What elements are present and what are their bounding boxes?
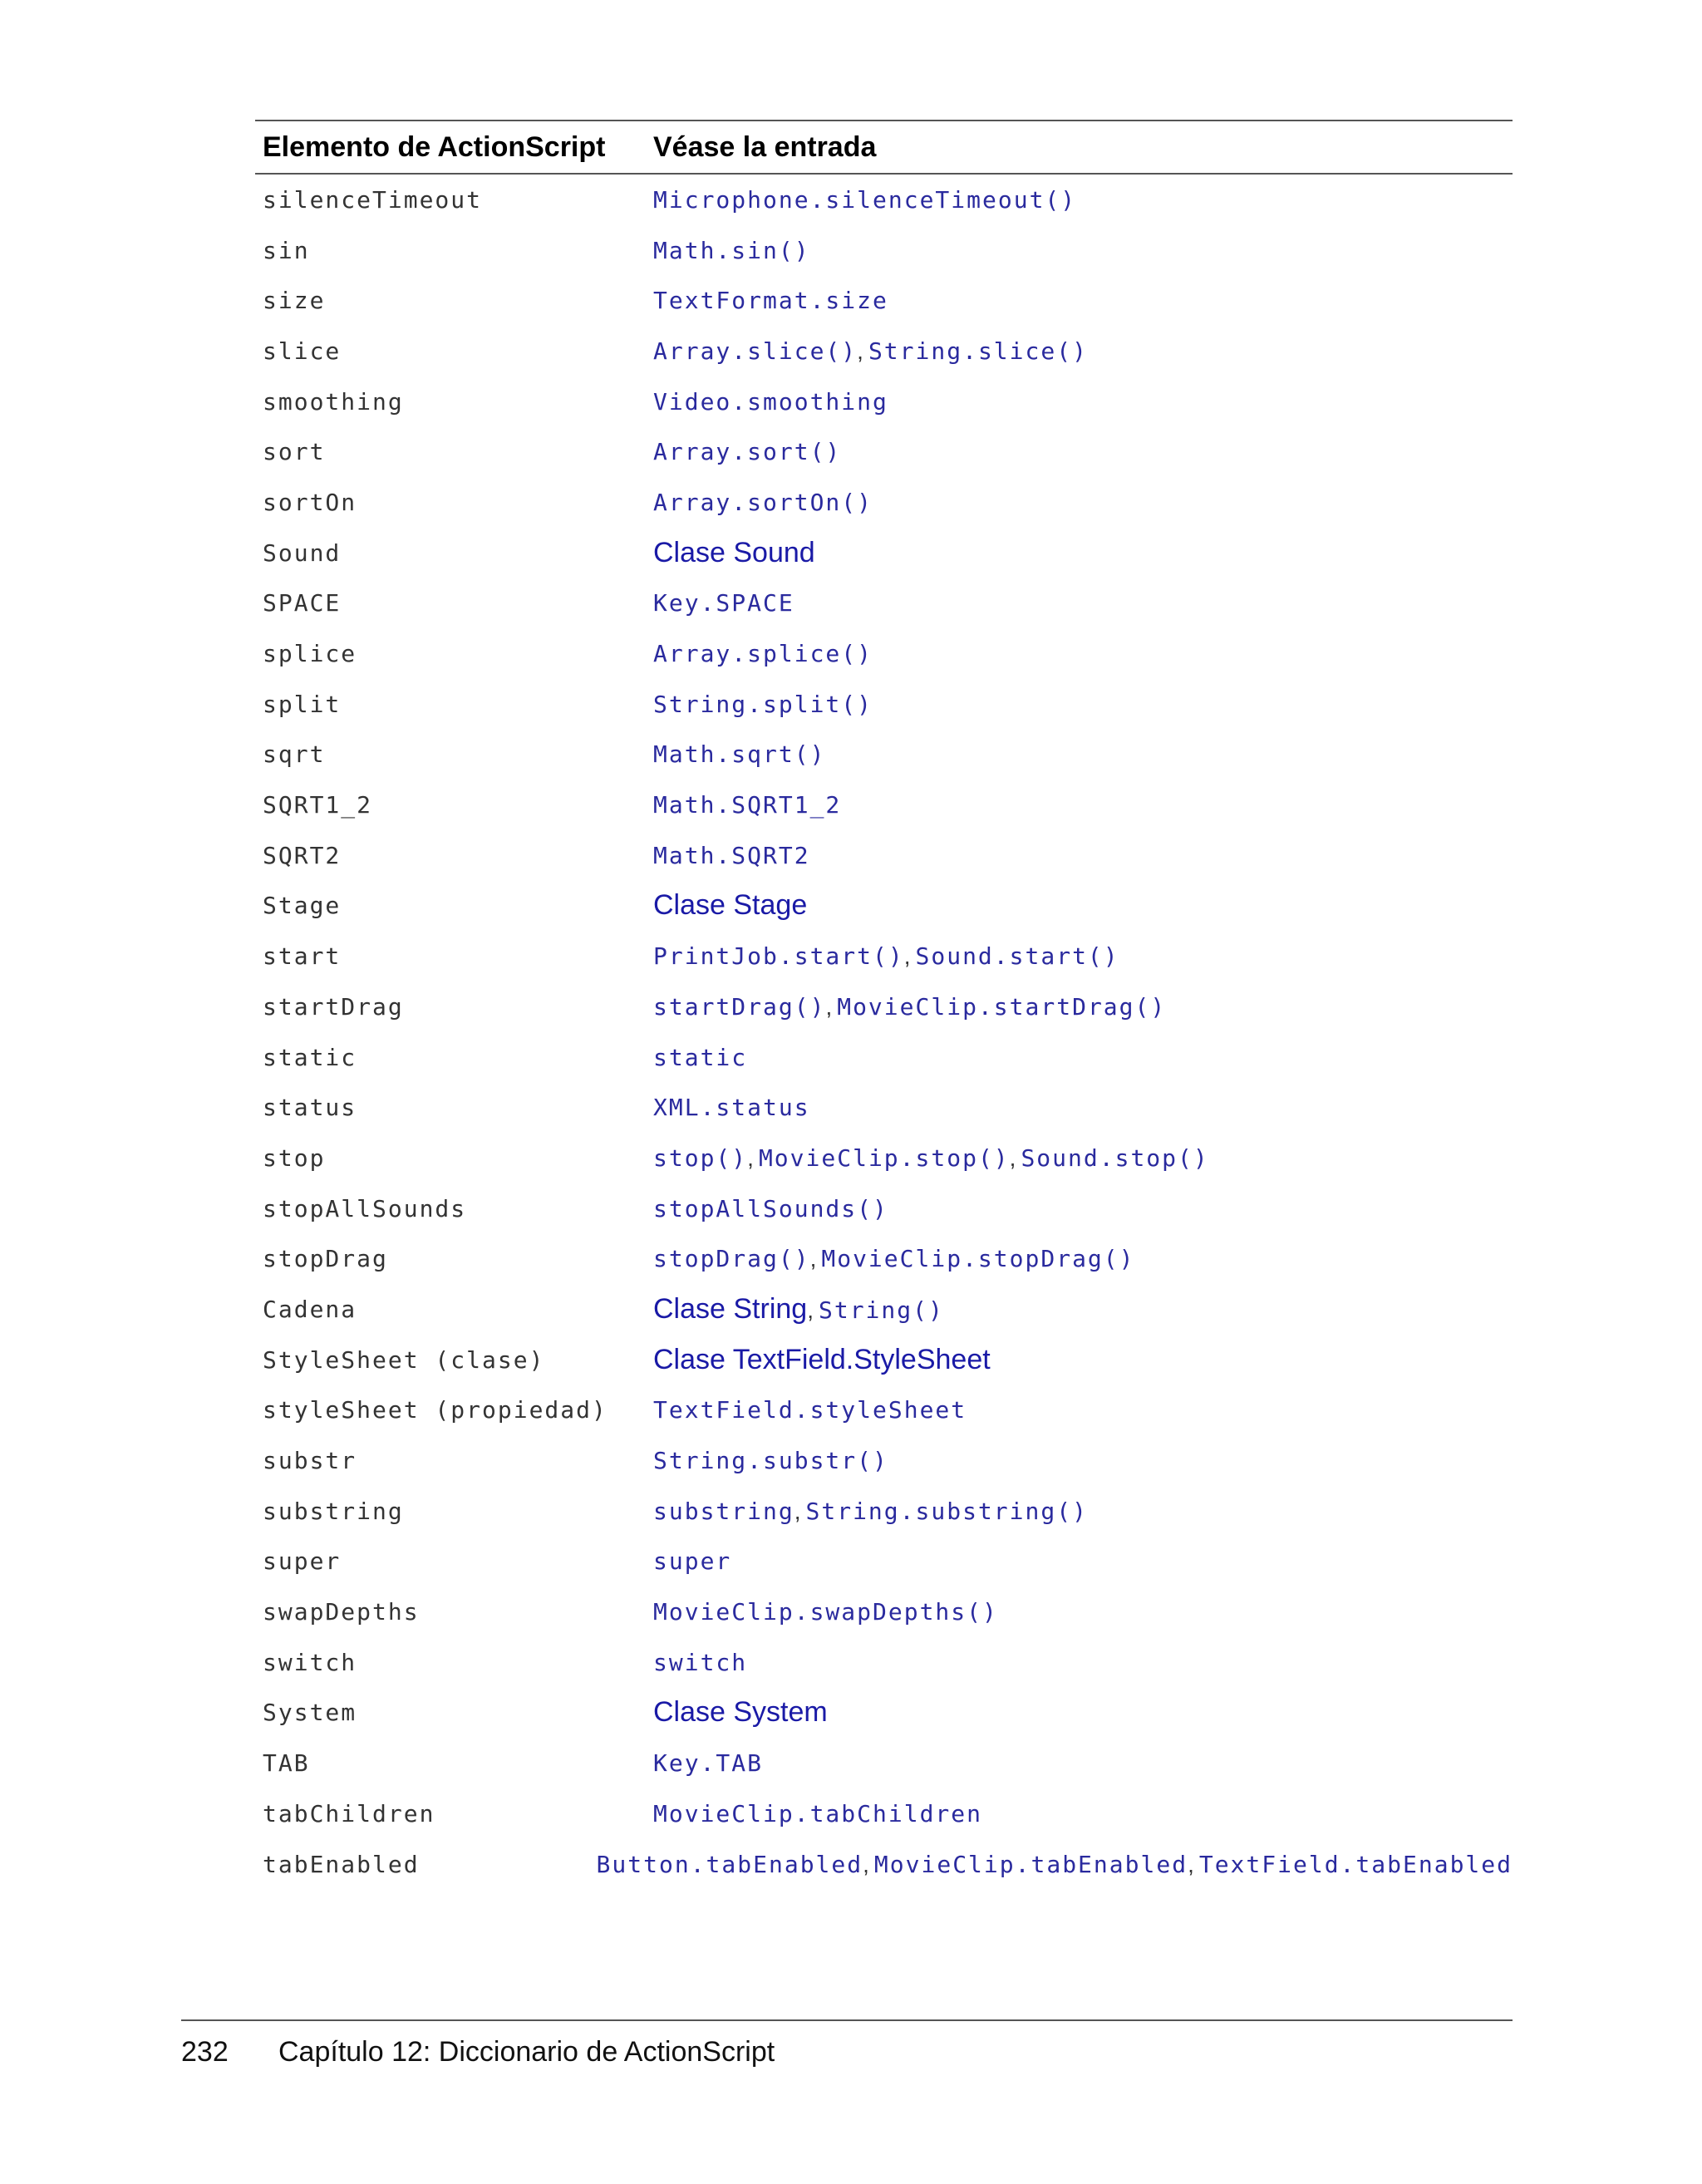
entry-link[interactable]: Clase String bbox=[653, 1292, 808, 1325]
entry-link[interactable]: MovieClip.stop() bbox=[758, 1144, 1010, 1172]
separator: , bbox=[825, 993, 833, 1020]
table-row bbox=[255, 477, 1513, 528]
separator: , bbox=[863, 1851, 869, 1877]
see-entry-cell bbox=[653, 1044, 1513, 1071]
element-name: TAB bbox=[263, 1749, 310, 1778]
see-entry-cell bbox=[653, 1195, 1513, 1222]
entry-link[interactable]: MovieClip.startDrag() bbox=[837, 992, 1167, 1021]
table-row bbox=[255, 326, 1513, 376]
entry-link[interactable]: stopDrag() bbox=[653, 1245, 810, 1273]
entry-link[interactable]: String.substr() bbox=[653, 1447, 888, 1475]
table-row bbox=[255, 1133, 1513, 1183]
entry-link[interactable]: Video.smoothing bbox=[653, 387, 888, 416]
element-name: status bbox=[263, 1094, 357, 1122]
element-name: sortOn bbox=[263, 488, 357, 516]
see-entry-cell bbox=[653, 438, 1513, 465]
table-row bbox=[255, 730, 1513, 780]
see-entry-cell bbox=[653, 1749, 1513, 1777]
footer-rule bbox=[181, 2019, 1513, 2021]
see-entry-cell bbox=[653, 537, 1513, 569]
entry-link[interactable]: Clase Sound bbox=[653, 536, 815, 568]
table-row bbox=[255, 1486, 1513, 1537]
table-row bbox=[255, 1537, 1513, 1587]
table-row bbox=[255, 830, 1513, 881]
table-row bbox=[255, 275, 1513, 326]
table-row bbox=[255, 981, 1513, 1032]
element-name: start bbox=[263, 942, 342, 971]
table-row bbox=[255, 1738, 1513, 1788]
table-row bbox=[255, 175, 1513, 225]
table-row bbox=[255, 225, 1513, 276]
entry-link[interactable]: String.slice() bbox=[868, 337, 1088, 365]
see-entry-cell bbox=[653, 489, 1513, 516]
element-name: smoothing bbox=[263, 387, 404, 416]
see-entry-cell bbox=[653, 287, 1513, 314]
table-row bbox=[255, 628, 1513, 679]
table-header bbox=[255, 121, 1513, 173]
element-name: swapDepths bbox=[263, 1598, 420, 1626]
entry-link[interactable]: stop() bbox=[653, 1144, 748, 1172]
entry-link[interactable]: TextField.tabEnabled bbox=[1198, 1850, 1513, 1878]
element-name: startDrag bbox=[263, 992, 404, 1021]
entry-link[interactable]: substring bbox=[653, 1497, 794, 1525]
table-row bbox=[255, 1233, 1513, 1284]
reference-table bbox=[255, 120, 1513, 1889]
table-row bbox=[255, 881, 1513, 932]
element-name: sort bbox=[263, 438, 326, 466]
table-row bbox=[255, 1788, 1513, 1839]
table-row bbox=[255, 528, 1513, 578]
element-name: SQRT1_2 bbox=[263, 791, 373, 819]
element-name: silenceTimeout bbox=[263, 185, 483, 214]
entry-link[interactable]: super bbox=[653, 1547, 732, 1576]
see-entry-cell bbox=[653, 186, 1513, 214]
table-row bbox=[255, 1183, 1513, 1234]
element-name: Cadena bbox=[263, 1295, 357, 1323]
see-entry-cell bbox=[653, 388, 1513, 416]
element-name: substring bbox=[263, 1497, 404, 1525]
entry-link[interactable]: static bbox=[653, 1043, 748, 1071]
see-entry-cell bbox=[653, 1344, 1513, 1376]
see-entry-cell bbox=[653, 1649, 1513, 1676]
see-entry-cell bbox=[653, 1245, 1513, 1272]
separator: , bbox=[903, 943, 911, 970]
entry-link[interactable]: TextField.styleSheet bbox=[653, 1396, 967, 1424]
see-entry-cell bbox=[653, 993, 1513, 1021]
entry-link[interactable]: String.substring() bbox=[805, 1497, 1088, 1525]
separator: , bbox=[857, 337, 863, 364]
separator: , bbox=[807, 1296, 814, 1323]
table-row bbox=[255, 1335, 1513, 1385]
table-row bbox=[255, 578, 1513, 629]
see-entry-cell bbox=[653, 942, 1513, 970]
element-name: StyleSheet (clase) bbox=[263, 1345, 545, 1374]
element-name: tabChildren bbox=[263, 1799, 435, 1827]
table-row bbox=[255, 931, 1513, 981]
see-entry-cell bbox=[653, 589, 1513, 617]
entry-link[interactable]: startDrag() bbox=[653, 992, 826, 1021]
entry-link[interactable]: Key.SPACE bbox=[653, 589, 794, 617]
element-name: substr bbox=[263, 1447, 357, 1475]
see-entry-cell bbox=[653, 237, 1513, 264]
entry-link[interactable]: PrintJob.start() bbox=[653, 942, 904, 971]
separator: , bbox=[747, 1144, 754, 1171]
entry-link[interactable]: Array.splice() bbox=[653, 640, 873, 668]
table-row bbox=[255, 1082, 1513, 1133]
entry-link[interactable]: Clase Stage bbox=[653, 889, 808, 922]
chapter-title: Capítulo 12: Diccionario de ActionScript bbox=[278, 2036, 775, 2068]
element-name: stopDrag bbox=[263, 1245, 388, 1273]
element-name: super bbox=[263, 1547, 342, 1576]
see-entry-cell bbox=[653, 1293, 1513, 1326]
entry-link[interactable]: TextFormat.size bbox=[653, 287, 888, 315]
separator: , bbox=[794, 1498, 801, 1524]
table-row bbox=[255, 1637, 1513, 1688]
element-name: SQRT2 bbox=[263, 841, 342, 869]
see-entry-cell bbox=[653, 337, 1513, 365]
element-name: sqrt bbox=[263, 740, 326, 769]
entry-link[interactable]: MovieClip.stopDrag() bbox=[821, 1245, 1135, 1273]
see-entry-cell bbox=[653, 740, 1513, 768]
element-name: Stage bbox=[263, 892, 342, 920]
entry-link[interactable]: Microphone.silenceTimeout() bbox=[653, 185, 1077, 214]
entry-link[interactable]: Array.sort() bbox=[653, 438, 842, 466]
element-name: switch bbox=[263, 1648, 357, 1676]
entry-link[interactable]: Sound.stop() bbox=[1021, 1144, 1209, 1172]
table-row bbox=[255, 780, 1513, 830]
entry-link[interactable]: MovieClip.swapDepths() bbox=[653, 1598, 998, 1626]
entry-link[interactable]: MovieClip.tabChildren bbox=[653, 1799, 983, 1827]
element-name: SPACE bbox=[263, 589, 342, 617]
table-row bbox=[255, 1385, 1513, 1436]
see-entry-cell bbox=[597, 1851, 1513, 1878]
table-row bbox=[255, 1284, 1513, 1335]
entry-link[interactable]: Sound.start() bbox=[915, 942, 1119, 971]
entry-link[interactable]: Array.slice() bbox=[653, 337, 858, 365]
entry-link[interactable]: Clase TextField.StyleSheet bbox=[653, 1343, 991, 1375]
element-name: slice bbox=[263, 337, 342, 365]
table-row bbox=[255, 1688, 1513, 1739]
see-entry-cell bbox=[653, 640, 1513, 667]
header-element-column: Elemento de ActionScript bbox=[263, 130, 606, 163]
entry-link[interactable]: Math.SQRT2 bbox=[653, 841, 810, 869]
entry-link[interactable]: XML.status bbox=[653, 1094, 810, 1122]
table-row bbox=[255, 1032, 1513, 1083]
element-name: split bbox=[263, 690, 342, 718]
element-name: size bbox=[263, 287, 326, 315]
element-name: sin bbox=[263, 236, 310, 264]
table-row bbox=[255, 1435, 1513, 1486]
element-name: static bbox=[263, 1043, 357, 1071]
entry-link[interactable]: switch bbox=[653, 1648, 748, 1676]
see-entry-cell bbox=[653, 889, 1513, 922]
table-row bbox=[255, 1586, 1513, 1637]
separator: , bbox=[809, 1246, 817, 1272]
see-entry-cell bbox=[653, 1447, 1513, 1474]
entry-link[interactable]: Key.TAB bbox=[653, 1749, 764, 1778]
table-body bbox=[255, 175, 1513, 1889]
table-row bbox=[255, 1839, 1513, 1890]
entry-link[interactable]: String.split() bbox=[653, 690, 873, 718]
element-name: tabEnabled bbox=[263, 1850, 420, 1878]
entry-link[interactable]: stopAllSounds() bbox=[653, 1194, 888, 1222]
table-row bbox=[255, 679, 1513, 730]
entry-link[interactable]: MovieClip.tabEnabled bbox=[873, 1850, 1188, 1878]
see-entry-cell bbox=[653, 1498, 1513, 1525]
page-number: 232 bbox=[181, 2036, 229, 2068]
entry-link[interactable]: Clase System bbox=[653, 1696, 828, 1729]
see-entry-cell bbox=[653, 791, 1513, 819]
entry-link[interactable]: Array.sortOn() bbox=[653, 488, 873, 516]
separator: , bbox=[1009, 1144, 1016, 1171]
separator: , bbox=[1188, 1851, 1194, 1877]
element-name: Sound bbox=[263, 539, 342, 567]
entry-link[interactable]: Button.tabEnabled bbox=[596, 1850, 863, 1878]
element-name: splice bbox=[263, 640, 357, 668]
entry-link[interactable]: Math.sqrt() bbox=[653, 740, 826, 769]
header-see-entry-column: Véase la entrada bbox=[653, 130, 877, 163]
see-entry-cell bbox=[653, 1598, 1513, 1626]
table-row bbox=[255, 376, 1513, 427]
see-entry-cell bbox=[653, 1396, 1513, 1424]
see-entry-cell bbox=[653, 691, 1513, 718]
element-name: stopAllSounds bbox=[263, 1194, 467, 1222]
entry-link[interactable]: String() bbox=[818, 1296, 944, 1324]
see-entry-cell bbox=[653, 1547, 1513, 1575]
see-entry-cell bbox=[653, 1800, 1513, 1827]
element-name: styleSheet (propiedad) bbox=[263, 1396, 608, 1424]
element-name: System bbox=[263, 1699, 357, 1727]
see-entry-cell bbox=[653, 1144, 1513, 1172]
element-name: stop bbox=[263, 1144, 326, 1172]
table-row bbox=[255, 426, 1513, 477]
entry-link[interactable]: Math.sin() bbox=[653, 236, 810, 264]
see-entry-cell bbox=[653, 1094, 1513, 1121]
see-entry-cell bbox=[653, 1696, 1513, 1729]
entry-link[interactable]: Math.SQRT1_2 bbox=[653, 791, 842, 819]
see-entry-cell bbox=[653, 842, 1513, 869]
page-footer bbox=[181, 2036, 775, 2068]
